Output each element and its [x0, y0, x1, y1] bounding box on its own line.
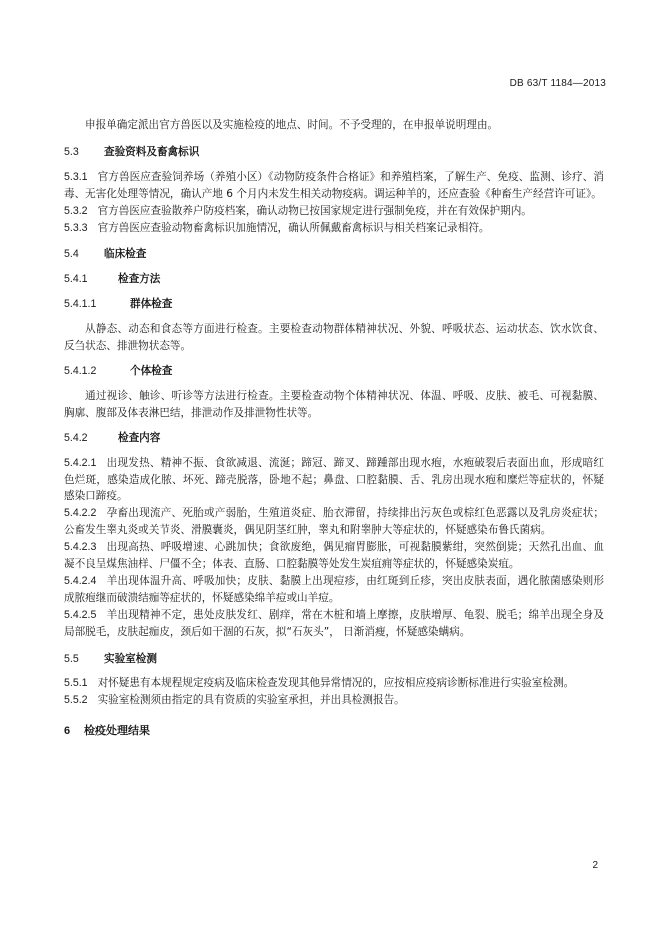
section-title: 临床检查: [104, 248, 147, 261]
clause-text: 官方兽医应查验饲养场（养殖小区）《动物防疫条件合格证》和养殖档案，了解生产、免疫、监测、诊疗、消毒、无害化处理等情况，确认产地 6 个月内未发生相关动物疫病。调运种羊的，还应查验《种畜生产经营许可证》。: [64, 170, 604, 200]
section-number: 5.3: [64, 145, 79, 158]
standard-code: DB 63/T 1184—2013: [509, 78, 606, 89]
clause-number: 5.3.1: [64, 170, 88, 183]
section-title: 群体检查: [130, 298, 173, 311]
clause-number: 5.5.1: [64, 677, 88, 690]
clause-5-3-1: [64, 169, 604, 203]
clause-number: 5.4.2.1: [64, 456, 97, 469]
clause-5-5-2: [64, 692, 604, 709]
clause-number: 5.3.3: [64, 221, 88, 234]
section-5-4-1-1-heading: [64, 296, 604, 313]
section-5-4-1-2-heading: [64, 363, 604, 380]
section-number: 5.4: [64, 248, 79, 261]
clause-number: 5.3.2: [64, 204, 88, 217]
clause-5-5-1: [64, 675, 604, 692]
clause-5-4-2-2: [64, 505, 604, 539]
section-title: 检查方法: [118, 273, 161, 286]
section-5-4-2-heading: [64, 430, 604, 447]
clause-number: 5.4.2.2: [64, 507, 97, 520]
clause-number: 5.4.2.3: [64, 541, 97, 554]
clause-text: 官方兽医应查验动物畜禽标识加施情况，确认所佩戴畜禽标识与相关档案记录相符。: [97, 221, 490, 234]
section-title: 检查内容: [118, 431, 161, 444]
clause-text: 孕畜出现流产、死胎或产弱胎，生殖道炎症、胎衣滞留，持续排出污灰色或棕红色恶露以及乳房炎症状；公畜发生睾丸炎或关节炎、滑膜囊炎，偶见阴茎红肿，睾丸和附睾肿大等症状的，怀疑感染布鲁氏菌病。: [64, 507, 604, 537]
section-number: 5.5: [64, 652, 79, 665]
section-title: 检疫处理结果: [84, 724, 150, 738]
section-6-heading: [64, 723, 604, 740]
clause-text: 出现高热、呼吸增速、心跳加快；食欲废绝，偶见瘤胃膨胀，可视黏膜紫绀，突然倒毙；天然孔出血、血凝不良呈煤焦油样、尸僵不全；体表、直肠、口腔黏膜等处发生炭疽痈等症状的，怀疑感染炭疽。: [64, 541, 604, 571]
section-5-4-1-heading: [64, 271, 604, 288]
intro-paragraph: 申报单确定派出官方兽医以及实施检疫的地点、时间。不予受理的，在申报单说明理由。: [85, 119, 499, 131]
section-5-3-heading: [64, 144, 604, 161]
clause-5-4-2-5: [64, 607, 604, 641]
section-5-4-heading: [64, 246, 604, 263]
clause-5-4-2-4: [64, 573, 604, 607]
clause-text: 实验室检测须由指定的具有资质的实验室承担，并出具检测报告。: [97, 694, 405, 707]
section-number: 6: [64, 725, 71, 738]
clause-5-3-2: [64, 203, 604, 220]
clause-5-4-2-3: [64, 539, 604, 573]
section-number: 5.4.1.1: [64, 298, 97, 311]
clause-text: 官方兽医应查验散养户防疫档案，确认动物已按国家规定进行强制免疫，并在有效保护期内。: [97, 204, 532, 217]
page-number: 2: [592, 860, 598, 871]
clause-text: 羊出现体温升高、呼吸加快；皮肤、黏膜上出现痘疹，由红斑到丘疹，突出皮肤表面，遇化脓菌感染则形成脓疱继而破溃结痂等症状的，怀疑感染绵羊痘或山羊痘。: [64, 574, 604, 604]
section-number: 5.4.2: [64, 431, 88, 444]
clause-number: 5.4.2.4: [64, 574, 97, 587]
clause-5-3-3: [64, 220, 604, 237]
page-content: [64, 117, 604, 740]
group-inspection-text: 从静态、动态和食态等方面进行检查。主要检查动物群体精神状况、外貌、呼吸状态、运动状态、饮水饮食、反刍状态、排泄物状态等。: [64, 323, 604, 353]
clause-text: 出现发热、精神不振、食欲减退、流涎；蹄冠、蹄叉、蹄踵部出现水疱，水疱破裂后表面出血，形成暗红色烂斑，感染造成化脓、坏死、蹄壳脱落，卧地不起；鼻盘、口腔黏膜、舌、乳房出现水疱和糜烂等症状的，怀疑感染口蹄疫。: [64, 456, 604, 503]
clause-text: 羊出现精神不定，患处皮肤发红、剧痒，常在木桩和墙上摩擦，皮肤增厚、龟裂、脱毛；绵羊出现全身及局部脱毛，皮肤起痂皮，颈后如干涸的石灰，拟“石灰头”， 日渐消瘦，怀疑感染螨病。: [64, 608, 604, 638]
clause-number: 5.4.2.5: [64, 608, 97, 621]
clause-text: 对怀疑患有本规程规定疫病及临床检查发现其他异常情况的，应按相应疫病诊断标准进行实验室检测。: [97, 677, 575, 690]
clause-5-4-2-1: [64, 455, 604, 506]
section-number: 5.4.1.2: [64, 364, 97, 377]
section-title: 个体检查: [130, 364, 173, 377]
section-title: 实验室检测: [104, 652, 157, 665]
clause-number: 5.5.2: [64, 694, 88, 707]
section-title: 查验资料及畜禽标识: [104, 145, 200, 158]
individual-inspection-text: 通过视诊、触诊、听诊等方法进行检查。主要检查动物个体精神状况、体温、呼吸、皮肤、被毛、可视黏膜、胸廓、腹部及体表淋巴结，排泄动作及排泄物性状等。: [64, 389, 604, 419]
section-5-5-heading: [64, 651, 604, 668]
section-number: 5.4.1: [64, 273, 88, 286]
